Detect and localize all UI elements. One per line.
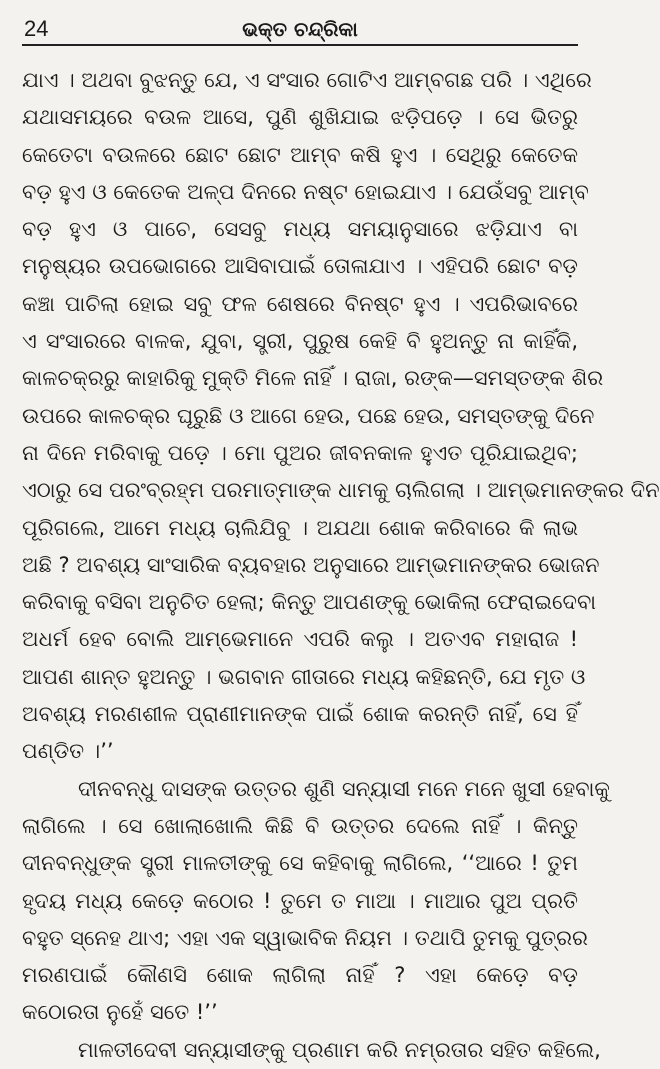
text-line: ବହୁତ ସ୍ନେହ ଥାଏ; ଏହା ଏକ ସ୍ୱାଭାବିକ ନିୟମ । ତଥାପି ତୁମକୁ ପୁତ୍ରର [22, 925, 588, 950]
text-line: କଞ୍ଚା ପାଚିଲା ହୋଇ ସବୁ ଫଳ ଶେଷରେ ବିନଷ୍ଟ ହୁଏ । ଏପରିଭାବରେ [22, 291, 578, 316]
text-line: ଆପଣ ଶାନ୍ତ ହୁଅନ୍ତୁ । ଭଗବାନ ଗୀତାରେ ମଧ୍ୟ କହିଛନ୍ତି, ଯେ ମୃତ ଓ [22, 664, 586, 689]
text-line: ଅଧର୍ମ ହେବ ବୋଲି ଆମ୍ଭେମାନେ ଏପରି କଲୁ । ଅତଏବ ମହାରାଜ ! [22, 627, 578, 652]
text-line: ଲାଗିଲେ । ସେ ଖୋଲାଖୋଲି କିଛି ବି ଉତ୍ତର ଦେଲେ ନାହିଁ । କିନ୍ତୁ [22, 813, 578, 838]
text-line: କେତେଟା ବଉଳରେ ଛୋଟ ଛୋଟ ଆମ୍ବ କଷି ହୁଏ । ସେଥିରୁ କେତେକ [22, 142, 578, 167]
text-line: ଦୀନବନ୍ଧୁଙ୍କ ସ୍ତ୍ରୀ ମାଳତୀଙ୍କୁ ସେ କହିବାକୁ ଲାଗିଲେ, ‘‘ଆରେ ! ତୁମ [22, 851, 578, 876]
text-line: ହୃଦୟ ମଧ୍ୟ କେଡ଼େ କଠୋର ! ତୁମେ ତ ମାଆ । ମାଆର ପୁଅ ପ୍ରତି [22, 888, 578, 913]
text-line: ଯଥାସମୟରେ ବଉଳ ଆସେ, ପୁଣି ଶୁଖିଯାଇ ଝଡ଼ିପଡ଼େ । ସେ ଭିତରୁ [22, 105, 578, 130]
text-line: ବଡ଼ ହୁଏ ଓ କେତେକ ଅଳ୍ପ ଦିନରେ ନଷ୍ଟ ହୋଇଯାଏ । ଯେଉଁସବୁ ଆମ୍ବ [22, 179, 589, 204]
text-line: ପଣ୍ଡିତ ।’’ [22, 739, 114, 764]
body-text [22, 62, 660, 1069]
text-line: ବଡ଼ ହୁଏ ଓ ପାଚେ, ସେସବୁ ମଧ୍ୟ ସମୟାନୁସାରେ ଝଡ଼ିଯାଏ ବା [22, 217, 578, 242]
text-line: ଉପରେ କାଳଚକ୍ର ଘୂରୁଛି ଓ ଆଗେ ହେଉ, ପଛେ ହେଉ, ସମସ୍ତଙ୍କୁ ଦିନେ [22, 403, 595, 428]
page-number: 24 [24, 16, 49, 41]
text-line: ପୂରିଗଲେ, ଆମେ ମଧ୍ୟ ଚାଲିଯିବୁ । ଅଯଥା ଶୋକ କରିବାରେ କି ଲାଭ [22, 515, 578, 540]
text-line: ଏ ସଂସାରରେ ବାଳକ, ଯୁବା, ସ୍ତ୍ରୀ, ପୁରୁଷ କେହି ବି ହୁଅନ୍ତୁ ନା କାହିଁକି, [22, 329, 578, 354]
text-line: କାଳଚକ୍ରରୁ କାହାରିକୁ ମୁକ୍ତି ମିଳେ ନାହିଁ । ରାଜା, ରଙ୍କ—ସମସ୍ତଙ୍କ ଶିର [22, 366, 604, 391]
text-line: ମନୁଷ୍ୟର ଉପଭୋଗରେ ଆସିବାପାଇଁ ତୋଳାଯାଏ । ଏହିପରି ଛୋଟ ବଡ଼ [22, 254, 578, 279]
running-title: ଭକ୍ତ ଚନ୍ଦ୍ରିକା [242, 17, 358, 41]
paragraph-first-line: ଦୀନବନ୍ଧୁ ଦାସଙ୍କ ଉତ୍ତର ଶୁଣି ସନ୍ୟାସୀ ମନେ ମନେ ଖୁସୀ ହେବାକୁ [78, 776, 610, 801]
text-line: ଅବଶ୍ୟ ମରଣଶୀଳ ପ୍ରାଣୀମାନଙ୍କ ପାଇଁ ଶୋକ କରନ୍ତି ନାହିଁ, ସେ ହିଁ [22, 702, 578, 727]
page-header [22, 14, 578, 46]
text-line: କଠୋରତା ନୁହେଁ ସତେ !’’ [22, 1000, 218, 1025]
text-line: ଅଛି ? ଅବଶ୍ୟ ସାଂସାରିକ ବ୍ୟବହାର ଅନୁସାରେ ଆମ୍ଭମାନଙ୍କର ଭୋଜନ [22, 552, 600, 577]
text-line: ନା ଦିନେ ମରିବାକୁ ପଡ଼େ । ମୋ ପୁଅର ଜୀବନକାଳ ହୁଏତ ପୂରିଯାଇଥିବ; [22, 440, 578, 465]
text-line: କରିବାକୁ ବସିବା ଅନୁଚିତ ହେଲା; କିନ୍ତୁ ଆପଣଙ୍କୁ ଭୋକିଲା ଫେରାଇଦେବା [22, 590, 597, 615]
text-line: ମରଣପାଇଁ କୌଣସି ଶୋକ ଲାଗିଲା ନାହିଁ ? ଏହା କେଡ଼େ ବଡ଼ [22, 963, 578, 988]
text-line: ଯାଏ । ଅଥବା ବୁଝନ୍ତୁ ଯେ, ଏ ସଂସାର ଗୋଟିଏ ଆମ୍ବଗଛ ପରି । ଏଥିରେ [22, 68, 592, 92]
paragraph-first-line: ମାଳତୀଦେବୀ ସନ୍ୟାସୀଙ୍କୁ ପ୍ରଣାମ କରି ନମ୍ରତାର ସହିତ କହିଲେ, [78, 1037, 601, 1062]
text-line: ଏଠାରୁ ସେ ପରଂବ୍ରହ୍ମ ପରମାତ୍ମାଙ୍କ ଧାମକୁ ଚାଲିଗଲା । ଆମ୍ଭମାନଙ୍କର ଦିନ [22, 478, 660, 503]
